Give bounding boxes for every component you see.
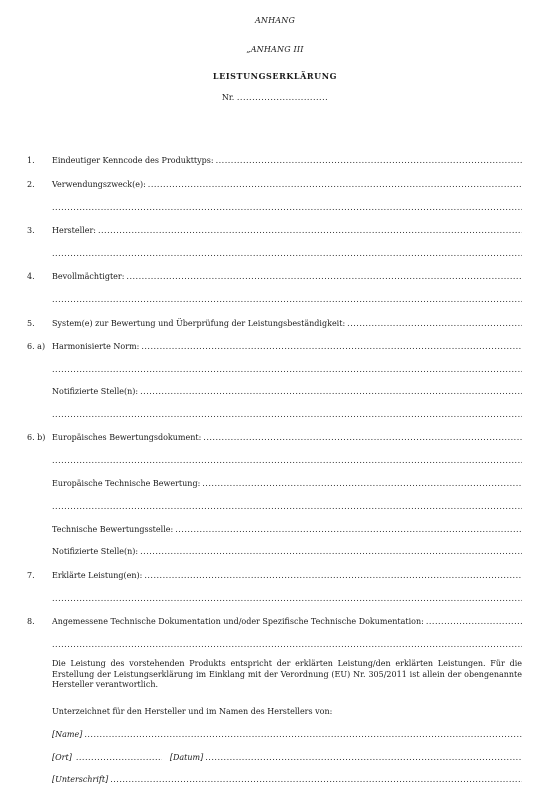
item-label: Verwendungszweck(e):	[52, 180, 146, 189]
item-label: Erklärte Leistung(en):	[52, 571, 143, 580]
item-1-row	[27, 155, 522, 166]
item-3-field[interactable]	[98, 225, 522, 236]
item-6a-continuation-field[interactable]	[52, 364, 522, 375]
sign-signature-row	[52, 774, 522, 785]
name-field[interactable]	[84, 729, 522, 740]
item-number: 1.	[27, 156, 35, 165]
item-6a-row	[27, 341, 522, 352]
item-label: Europäisches Bewertungsdokument:	[52, 433, 202, 442]
date-label: [Datum]	[169, 753, 204, 762]
item-7-field[interactable]	[144, 570, 522, 581]
nr-label: Nr.	[221, 93, 235, 102]
item-3-row	[27, 225, 522, 236]
item-number: 6. a)	[27, 342, 46, 351]
item-6a-field[interactable]	[141, 341, 522, 352]
item-label: Bevollmächtigter:	[52, 272, 125, 281]
item-number: 2.	[27, 180, 35, 189]
signed-on-behalf-text: Unterzeichnet für den Hersteller und im Namen des Herstellers von:	[52, 707, 333, 716]
name-label: [Name]	[52, 730, 83, 739]
item-number: 3.	[27, 226, 35, 235]
item-2-continuation-field[interactable]	[52, 202, 522, 213]
item-7-continuation-field[interactable]	[52, 593, 522, 604]
item-4-continuation-field[interactable]	[52, 294, 522, 305]
place-label: [Ort]	[52, 753, 72, 762]
item-number: 5.	[27, 319, 35, 328]
item-6b-assessment-field[interactable]	[202, 478, 522, 489]
item-6b-sub2-row	[52, 524, 522, 535]
item-label: Harmonisierte Norm:	[52, 342, 140, 351]
item-label: Europäische Technische Bewertung:	[52, 479, 201, 488]
signature-field[interactable]	[110, 774, 522, 785]
item-8-field[interactable]	[426, 616, 522, 627]
item-6a-sub-continuation-field[interactable]	[52, 409, 522, 420]
item-5-row	[27, 318, 522, 329]
item-number: 6. b)	[27, 433, 46, 442]
item-4-field[interactable]	[126, 271, 522, 282]
place-field[interactable]	[76, 752, 162, 763]
annex-iii-label: „ANHANG III	[246, 45, 304, 54]
item-7-row	[27, 570, 522, 581]
document-title: LEISTUNGSERKLÄRUNG	[212, 71, 338, 81]
item-2-row	[27, 179, 522, 190]
item-number: 7.	[27, 571, 35, 580]
item-5-field[interactable]	[347, 318, 522, 329]
item-6b-notified-body-field[interactable]	[140, 546, 522, 557]
item-label: Angemessene Technische Dokumentation und/oder Spezifische Technische Dokumentation:	[52, 617, 424, 626]
nr-field[interactable]: ..............................	[236, 93, 329, 102]
item-number: 8.	[27, 617, 35, 626]
annex-label: ANHANG	[254, 16, 296, 25]
item-2-field[interactable]	[148, 179, 522, 190]
declaration-number	[0, 93, 550, 102]
item-4-row	[27, 271, 522, 282]
item-6b-sub3-row	[52, 546, 522, 557]
item-label: Eindeutiger Kenncode des Produkttyps:	[52, 156, 214, 165]
item-6b-field[interactable]	[203, 432, 522, 443]
item-6b-sub1-continuation-field[interactable]	[52, 501, 522, 512]
sign-place-date-row	[52, 752, 522, 763]
item-6b-assessment-body-field[interactable]	[175, 524, 522, 535]
item-6a-sub-row	[52, 386, 522, 397]
item-8-row	[27, 616, 522, 627]
item-6b-sub1-row	[52, 478, 522, 489]
sign-name-row	[52, 729, 522, 740]
signature-label: [Unterschrift]	[52, 775, 109, 784]
item-label: Hersteller:	[52, 226, 96, 235]
date-field[interactable]	[205, 752, 522, 763]
declaration-paragraph: Die Leistung des vorstehenden Produkts entspricht der erklärten Leistung/den erklärten Leistungen. Für die Erstellung der Leistungserklärung im Einklang mit der Verordnung (EU) Nr. 305/2011 ist allein der obengenannte Hersteller verantwortlich.	[52, 659, 522, 689]
item-6b-continuation-field[interactable]	[52, 455, 522, 466]
item-number: 4.	[27, 272, 35, 281]
item-label: System(e) zur Bewertung und Überprüfung der Leistungsbeständigkeit:	[52, 319, 346, 328]
item-6b-row	[27, 432, 522, 443]
item-label: Technische Bewertungsstelle:	[52, 525, 174, 534]
item-6a-notified-body-field[interactable]	[140, 386, 522, 397]
item-label: Notifizierte Stelle(n):	[52, 547, 139, 556]
item-8-continuation-field[interactable]	[52, 639, 522, 650]
item-label: Notifizierte Stelle(n):	[52, 387, 139, 396]
item-3-continuation-field[interactable]	[52, 248, 522, 259]
item-1-field[interactable]	[216, 155, 522, 166]
